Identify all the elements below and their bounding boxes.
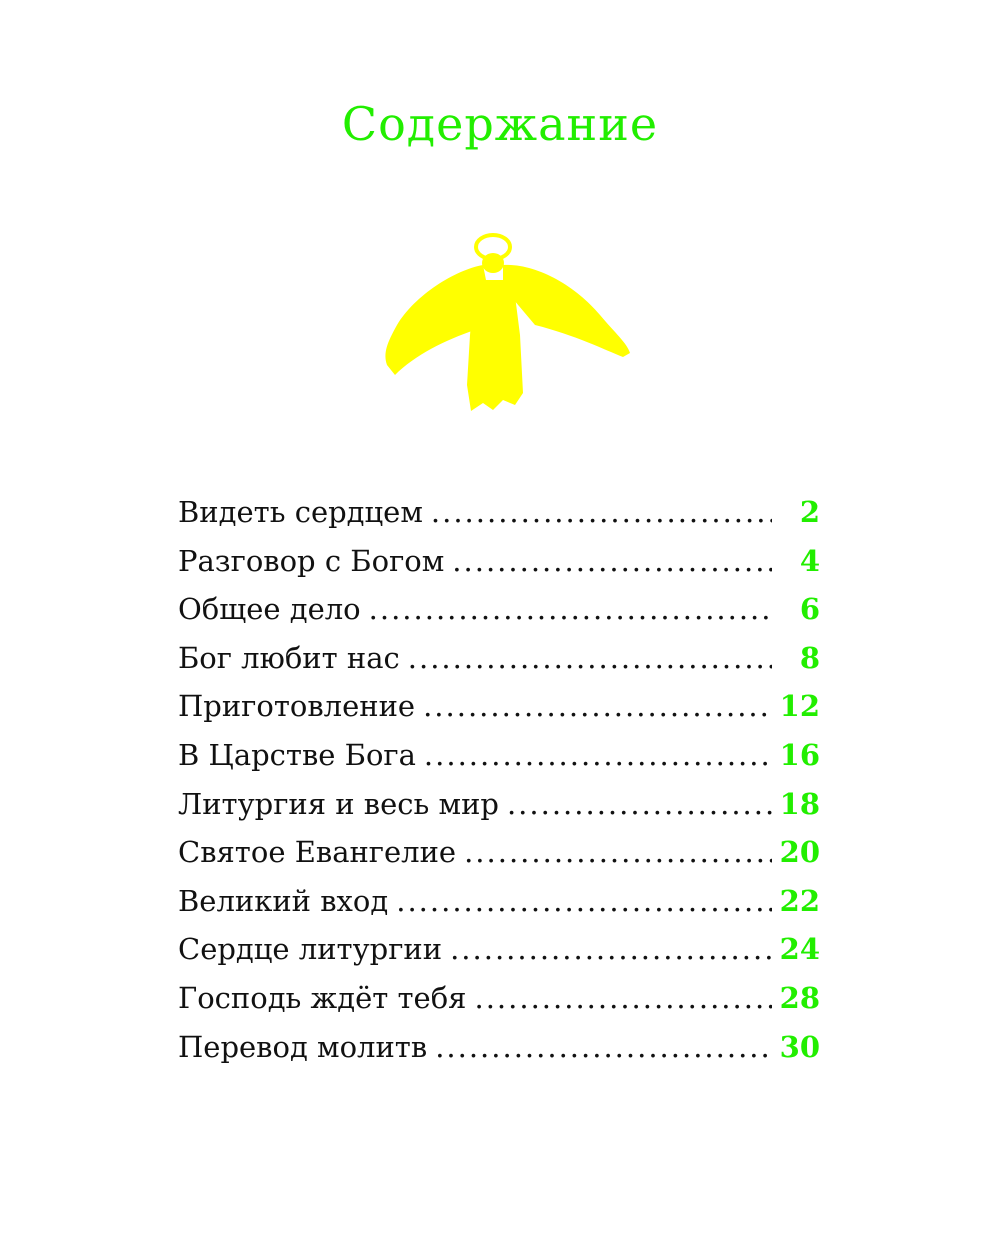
toc-dot-leader: [464, 835, 772, 869]
toc-dot-leader: [452, 544, 772, 578]
toc-dot-leader: [423, 689, 772, 723]
toc-entry-page-number: 2: [799, 495, 820, 529]
toc-entry: [178, 981, 820, 1030]
toc-entry-title: Великий вход: [178, 883, 389, 918]
toc-entry: [178, 544, 820, 593]
toc-dot-leader: [474, 981, 772, 1015]
toc-entry-title: Бог любит нас: [178, 640, 400, 675]
toc-entry: [178, 641, 820, 690]
toc-dot-leader: [396, 884, 772, 918]
toc-entry-title: Перевод молитв: [178, 1029, 428, 1064]
toc-entry-title: Видеть сердцем: [178, 495, 423, 529]
toc-dot-leader: [424, 738, 772, 772]
toc-entry: [178, 884, 820, 933]
toc-entry-page-number: 28: [779, 980, 820, 1015]
toc-entry-title: Господь ждёт тебя: [178, 980, 467, 1015]
head-shape: [482, 253, 504, 273]
toc-entry-page-number: 16: [779, 737, 820, 772]
toc-dot-leader: [431, 495, 772, 529]
toc-entry: [178, 495, 820, 544]
toc-entry: [178, 738, 820, 787]
toc-entry-page-number: 12: [779, 689, 820, 724]
toc-entry-title: Литургия и весь мир: [178, 786, 499, 821]
toc-dot-leader: [507, 787, 772, 821]
table-of-contents: [178, 495, 820, 1078]
angel-icon: [375, 225, 635, 420]
toc-entry-title: В Царстве Бога: [178, 737, 416, 772]
toc-entry: [178, 932, 820, 981]
toc-entry-title: Общее дело: [178, 592, 361, 627]
robe-shape: [467, 280, 523, 411]
right-wing-shape: [503, 265, 630, 357]
toc-entry: [178, 835, 820, 884]
toc-entry: [178, 592, 820, 641]
toc-dot-leader: [450, 932, 772, 966]
toc-entry-page-number: 30: [779, 1029, 820, 1064]
toc-entry: [178, 1030, 820, 1079]
toc-entry-page-number: 20: [779, 835, 820, 870]
page-title: Содержание: [341, 97, 659, 151]
toc-entry-page-number: 24: [779, 932, 820, 967]
toc-entry-page-number: 8: [799, 640, 820, 675]
toc-entry-title: Сердце литургии: [178, 932, 443, 967]
toc-entry-page-number: 18: [779, 786, 820, 821]
toc-entry: [178, 689, 820, 738]
toc-entry: [178, 787, 820, 836]
toc-entry-page-number: 6: [799, 592, 820, 627]
toc-dot-leader: [369, 592, 772, 626]
toc-dot-leader: [408, 641, 772, 675]
toc-entry-title: Приготовление: [178, 689, 416, 724]
toc-dot-leader: [435, 1030, 772, 1064]
toc-entry-title: Святое Евангелие: [178, 835, 457, 870]
toc-entry-page-number: 22: [779, 883, 820, 918]
toc-entry-page-number: 4: [799, 543, 820, 578]
toc-entry-title: Разговор с Богом: [178, 543, 445, 578]
